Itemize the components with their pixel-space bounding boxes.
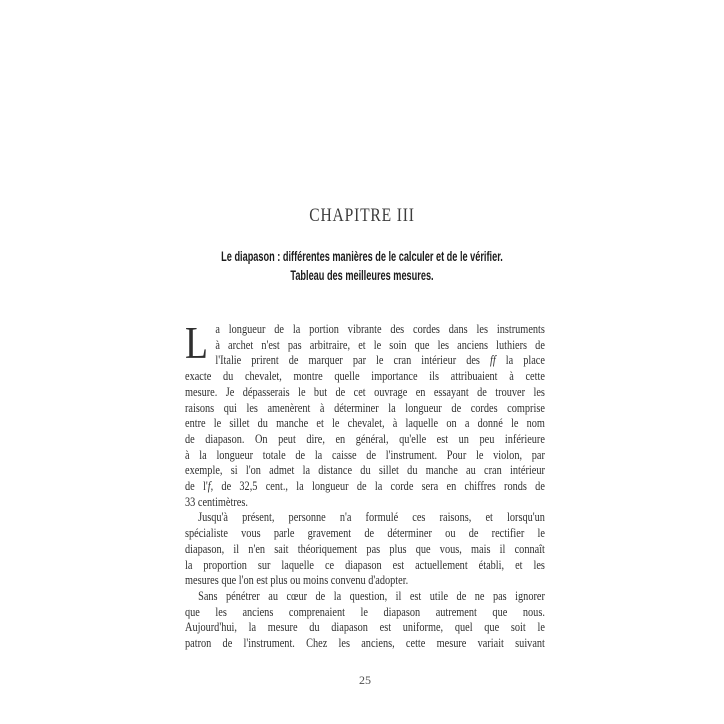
text-line [185, 322, 545, 338]
text-run: entre le sillet du manche et le chevalet, à laquelle on a donné le nom [185, 416, 545, 431]
text-line [185, 338, 545, 354]
text-line [185, 432, 545, 448]
text-run: de diapason. On peut dire, en général, qu'elle est un peu inférieure [185, 431, 545, 446]
text-line [185, 353, 545, 369]
text-run: mesure. Je dépasserais le but de cet ouvrage en essayant de trouver les [185, 384, 545, 399]
text-run: que les anciens comprenaient le diapason autrement que nous. [185, 604, 545, 619]
text-run: diapason, il n'en sait théoriquement pas plus que vous, mais il connaît [185, 541, 545, 556]
text-run: de l' [185, 479, 208, 494]
text-line [185, 620, 545, 636]
text-line [185, 416, 545, 432]
text-line [185, 542, 545, 558]
italic-run: ff [489, 353, 496, 368]
text-run: l'Italie prirent de marquer par le cran intérieur des [215, 353, 490, 368]
text-line [185, 385, 545, 401]
text-line [185, 479, 545, 495]
italic-run: f, [207, 479, 214, 494]
text-run: de 32,5 cent., la longueur de la corde sera en chiffres ronds de [213, 479, 545, 494]
text-line [185, 589, 545, 605]
text-line [185, 495, 545, 511]
text-run: exacte du chevalet, montre quelle importance ils attribuaient à cette [185, 369, 545, 384]
text-line [185, 558, 545, 574]
text-line [185, 573, 545, 589]
drop-cap: L [185, 317, 208, 368]
text-line [185, 526, 545, 542]
text-run: mesures que l'on est plus ou moins convenu d'adopter. [185, 573, 409, 588]
text-run: à archet n'est pas arbitraire, et le soin que les anciens luthiers de [215, 337, 545, 352]
text-line [185, 510, 545, 526]
text-line [185, 369, 545, 385]
text-run: raisons qui les amenèrent à déterminer la longueur de cordes comprise [185, 400, 545, 415]
page-number: 25 [359, 673, 371, 687]
text-line [185, 605, 545, 621]
chapter-subtitle [116, 247, 608, 285]
subtitle-line-2: Tableau des meilleures mesures. [290, 268, 434, 283]
paragraph [185, 589, 545, 652]
text-run: a longueur de la portion vibrante des cordes dans les instruments [215, 322, 545, 336]
text-line [185, 401, 545, 417]
text-run: 33 centimètres. [185, 494, 248, 509]
text-line [185, 636, 545, 652]
text-run: patron de l'instrument. Chez les anciens, cette mesure variait suivant [185, 636, 545, 651]
text-run: Sans pénétrer au cœur de la question, il est utile de ne pas ignorer [198, 588, 545, 603]
text-run: la place [495, 353, 545, 368]
chapter-heading: CHAPITRE III [309, 205, 415, 226]
subtitle-line-1: Le diapason : différentes manières de le calculer et de le vérifier. [221, 249, 503, 264]
text-run: la proportion sur laquelle ce diapason est actuellement établi, et les [185, 557, 545, 572]
text-line [185, 448, 545, 464]
body-text [185, 317, 545, 652]
text-run: Aujourd'hui, la mesure du diapason est uniforme, quel que soit le [185, 620, 545, 635]
paragraph [185, 317, 545, 510]
paragraph [185, 510, 545, 589]
text-line [185, 463, 545, 479]
text-run: spécialiste vous parle gravement de déterminer ou de rectifier le [185, 526, 545, 541]
text-run: exemple, si l'on admet la distance du sillet du manche au cran intérieur [185, 463, 545, 478]
text-run: Jusqu'à présent, personne n'a formulé ces raisons, et lorsqu'un [198, 510, 545, 525]
text-run: à la longueur totale de la caisse de l'instrument. Pour le violon, par [185, 447, 545, 462]
